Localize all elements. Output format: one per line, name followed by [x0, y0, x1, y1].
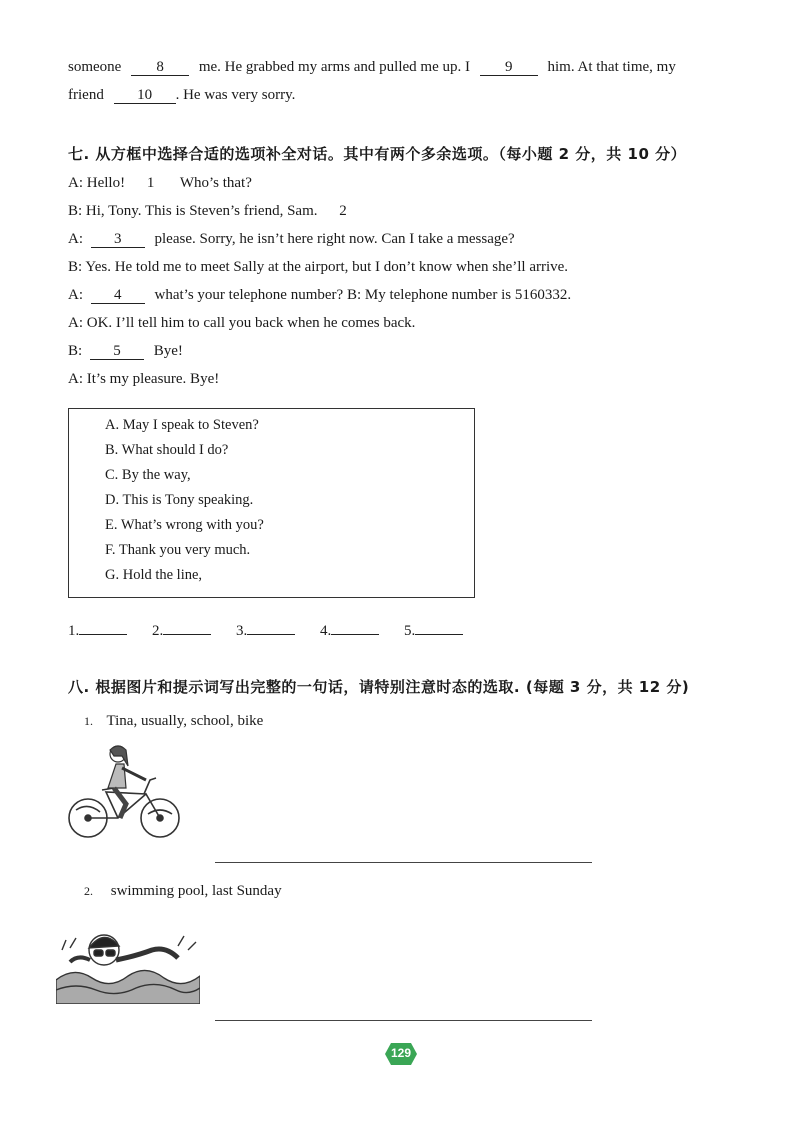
dialog-text: B: Yes. He told me to meet Sally at the airport, but I don’t know when she’ll arrive.: [68, 259, 569, 275]
answer-slot-2[interactable]: [152, 620, 211, 640]
dialog-line-5: [68, 286, 571, 304]
answer-slot-3[interactable]: [236, 620, 295, 640]
answer-line-1[interactable]: [215, 862, 592, 863]
item-number: 1.: [84, 714, 93, 728]
page-number: 129: [390, 1046, 412, 1060]
dialog-text: what’s your telephone number? B: My telephone number is 5160332.: [154, 287, 572, 303]
options-box: [68, 408, 475, 598]
item-1-prompt-line: [84, 712, 263, 730]
blank-8[interactable]: 8: [131, 59, 189, 76]
passage-line-2: [68, 86, 295, 104]
dialog-text: A: OK. I’ll tell him to call you back when he comes back.: [68, 315, 416, 331]
answer-slot-4[interactable]: [320, 620, 379, 640]
answer-line-2[interactable]: [215, 1020, 592, 1021]
answer-label: 3.: [236, 623, 248, 639]
option-b: B. What should I do?: [105, 442, 229, 458]
answer-label: 4.: [320, 623, 332, 639]
dialog-line-2: [68, 202, 347, 220]
item-prompt: Tina, usually, school, bike: [106, 713, 264, 729]
passage-text: . He was very sorry.: [175, 87, 296, 103]
dialog-text: A: Hello!: [68, 175, 126, 191]
dialog-line-1: [68, 174, 252, 192]
option-g: G. Hold the line,: [105, 567, 203, 583]
answer-label: 1.: [68, 623, 80, 639]
option-d: D. This is Tony speaking.: [105, 492, 254, 508]
dialog-line-3: [68, 230, 515, 248]
dialog-text: Who’s that?: [179, 175, 252, 191]
boy-swimming-icon: [56, 920, 200, 1004]
blank-9[interactable]: 9: [480, 59, 538, 76]
girl-riding-bike-icon: [62, 742, 186, 842]
dialog-speaker: B:: [68, 343, 83, 359]
passage-line-1: [68, 58, 676, 76]
item-prompt: swimming pool, last Sunday: [110, 883, 282, 899]
dialog-line-6: [68, 314, 415, 332]
option-e: E. What’s wrong with you?: [105, 517, 264, 533]
dialog-text: A: It’s my pleasure. Bye!: [68, 371, 220, 387]
dialog-text: Bye!: [153, 343, 183, 359]
dialog-text: please. Sorry, he isn’t here right now. Can I take a message?: [154, 231, 515, 247]
answer-label: 2.: [152, 623, 164, 639]
option-c: C. By the way,: [105, 467, 191, 483]
item-number: 2.: [84, 884, 93, 898]
option-f: F. Thank you very much.: [105, 542, 251, 558]
dialog-text: B: Hi, Tony. This is Steven’s friend, Sam.: [68, 203, 318, 219]
dialog-line-4: [68, 258, 568, 276]
page-number-badge: [384, 1042, 418, 1066]
dialog-speaker: A:: [68, 287, 83, 303]
dialog-blank-number: 1: [146, 175, 155, 191]
passage-text: me. He grabbed my arms and pulled me up. I: [198, 59, 470, 75]
option-a: A. May I speak to Steven?: [105, 417, 259, 433]
answer-slot-5[interactable]: [404, 620, 463, 640]
blank-10[interactable]: 10: [114, 87, 176, 104]
dialog-line-8: [68, 370, 219, 388]
dialog-line-7: [68, 342, 183, 360]
passage-text: friend: [68, 87, 104, 103]
item-2-prompt-line: [84, 882, 282, 900]
passage-text: him. At that time, my: [547, 59, 676, 75]
passage-text: someone: [68, 59, 122, 75]
section-7-heading: 七. 从方框中选择合适的选项补全对话。其中有两个多余选项。（每小题 2 分，共 10 分）: [68, 145, 687, 163]
section-8-heading: 八. 根据图片和提示词写出完整的一句话，请特别注意时态的选取. (每题 3 分，共 12 分): [68, 678, 690, 696]
dialog-speaker: A:: [68, 231, 83, 247]
answer-label: 5.: [404, 623, 416, 639]
dialog-blank-number: 2: [339, 203, 347, 219]
answer-slot-1[interactable]: [68, 620, 127, 640]
blank-5[interactable]: 5: [90, 343, 144, 360]
blank-3[interactable]: 3: [91, 231, 145, 248]
blank-4[interactable]: 4: [91, 287, 145, 304]
